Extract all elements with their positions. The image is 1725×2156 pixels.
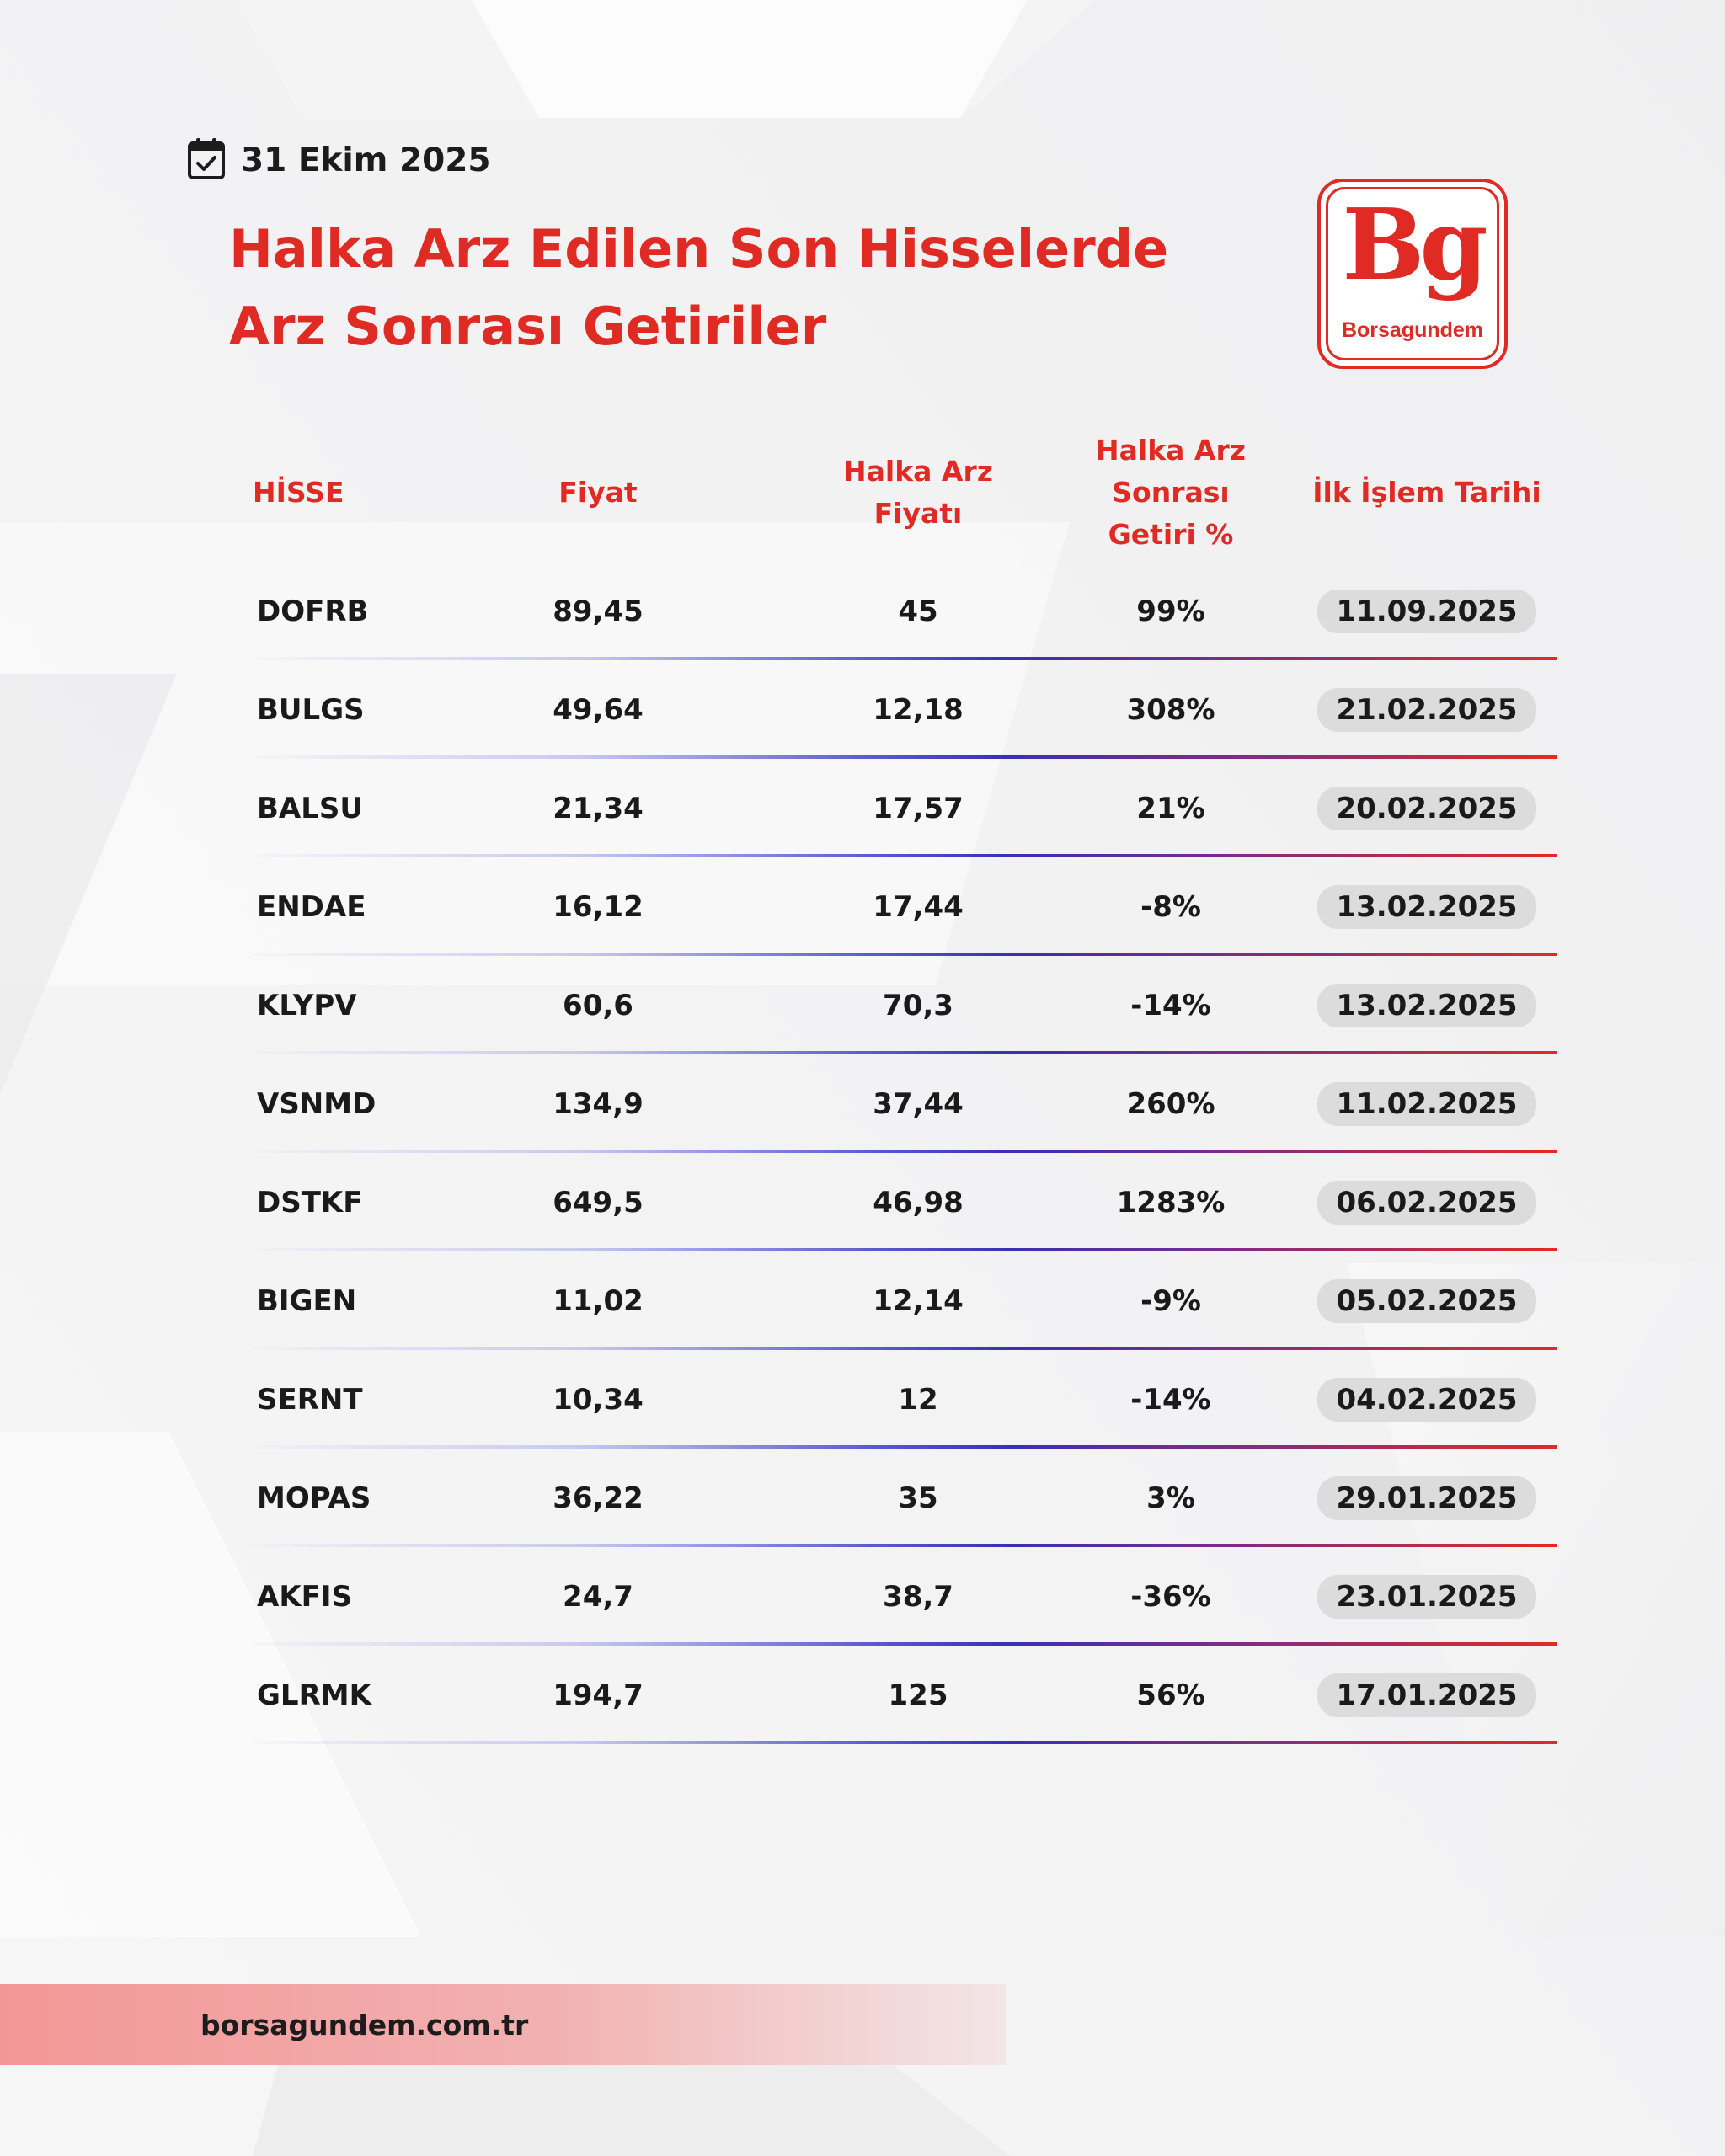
row-divider	[253, 1642, 1557, 1646]
cell-ilk-islem-tarihi	[1297, 564, 1557, 659]
table-row	[253, 1451, 1557, 1550]
row-divider	[253, 1544, 1557, 1547]
cell-getiri: -8%	[1140, 890, 1201, 924]
date-pill: 13.02.2025	[1317, 885, 1535, 929]
cell-fiyat: 11,02	[553, 1284, 644, 1318]
row-divider	[253, 1445, 1557, 1449]
borsagundem-logo	[1317, 179, 1508, 369]
table-header	[253, 421, 1557, 564]
table-row	[253, 663, 1557, 761]
date-pill: 20.02.2025	[1317, 787, 1535, 830]
header-hisse: HİSSE	[253, 476, 344, 509]
date-pill: 23.01.2025	[1317, 1575, 1535, 1619]
cell-ilk-islem-tarihi	[1297, 1155, 1557, 1250]
cell-hisse: VSNMD	[257, 1087, 377, 1121]
date-pill: 21.02.2025	[1317, 688, 1535, 732]
cell-hisse: KLYPV	[257, 989, 357, 1022]
date-pill: 11.09.2025	[1317, 590, 1535, 633]
cell-hisse: DOFRB	[257, 595, 369, 628]
cell-hisse: DSTKF	[257, 1186, 363, 1219]
cell-halka-arz-fiyati: 35	[898, 1481, 938, 1515]
row-divider	[253, 953, 1557, 956]
cell-ilk-islem-tarihi	[1297, 1451, 1557, 1545]
cell-ilk-islem-tarihi	[1297, 1550, 1557, 1644]
date-row	[187, 136, 491, 184]
page-title	[229, 211, 1240, 366]
title-line-1: Halka Arz Edilen Son Hisselerde	[229, 218, 1169, 280]
ipo-returns-table	[253, 421, 1557, 1747]
cell-hisse: GLRMK	[257, 1678, 371, 1712]
cell-ilk-islem-tarihi	[1297, 1254, 1557, 1348]
cell-halka-arz-fiyati: 17,44	[873, 890, 964, 924]
header-halka-arz-fiyati: Halka Arz Fiyatı	[843, 455, 993, 530]
cell-hisse: BULGS	[257, 693, 365, 727]
cell-fiyat: 24,7	[563, 1580, 633, 1614]
table-row	[253, 1155, 1557, 1254]
cell-fiyat: 16,12	[553, 890, 644, 924]
cell-fiyat: 36,22	[553, 1481, 644, 1515]
cell-getiri: 1283%	[1116, 1186, 1226, 1219]
cell-getiri: 260%	[1126, 1087, 1215, 1121]
cell-fiyat: 134,9	[553, 1087, 644, 1121]
cell-fiyat: 21,34	[553, 792, 644, 825]
cell-hisse: BALSU	[257, 792, 363, 825]
table-row	[253, 1648, 1557, 1747]
cell-getiri: -9%	[1140, 1284, 1201, 1318]
table-row	[253, 958, 1557, 1057]
cell-getiri: -36%	[1130, 1580, 1211, 1614]
cell-hisse: SERNT	[257, 1383, 363, 1417]
report-date: 31 Ekim 2025	[241, 141, 491, 179]
cell-ilk-islem-tarihi	[1297, 1648, 1557, 1742]
row-divider	[253, 854, 1557, 857]
row-divider	[253, 1347, 1557, 1350]
cell-halka-arz-fiyati: 46,98	[873, 1186, 964, 1219]
cell-hisse: AKFIS	[257, 1580, 353, 1614]
table-body	[253, 564, 1557, 1747]
cell-getiri: -14%	[1130, 1383, 1211, 1417]
date-pill: 17.01.2025	[1317, 1673, 1535, 1717]
date-pill: 13.02.2025	[1317, 984, 1535, 1027]
table-row	[253, 564, 1557, 663]
date-pill: 06.02.2025	[1317, 1181, 1535, 1225]
cell-halka-arz-fiyati: 12,14	[873, 1284, 964, 1318]
cell-ilk-islem-tarihi	[1297, 1057, 1557, 1151]
cell-hisse: ENDAE	[257, 890, 366, 924]
cell-fiyat: 10,34	[553, 1383, 644, 1417]
cell-fiyat: 89,45	[553, 595, 644, 628]
cell-halka-arz-fiyati: 70,3	[883, 989, 953, 1022]
cell-halka-arz-fiyati: 17,57	[873, 792, 964, 825]
logo-mark: Bg	[1342, 188, 1483, 302]
header-fiyat: Fiyat	[558, 476, 638, 509]
cell-hisse: MOPAS	[257, 1481, 371, 1515]
cell-ilk-islem-tarihi	[1297, 958, 1557, 1053]
date-pill: 05.02.2025	[1317, 1279, 1535, 1323]
cell-ilk-islem-tarihi	[1297, 663, 1557, 757]
table-row	[253, 860, 1557, 958]
cell-fiyat: 60,6	[563, 989, 633, 1022]
cell-halka-arz-fiyati: 12,18	[873, 693, 964, 727]
cell-hisse: BIGEN	[257, 1284, 357, 1318]
cell-fiyat: 649,5	[553, 1186, 644, 1219]
row-divider	[253, 1150, 1557, 1153]
cell-ilk-islem-tarihi	[1297, 1353, 1557, 1447]
cell-getiri: 3%	[1146, 1481, 1195, 1515]
date-pill: 04.02.2025	[1317, 1378, 1535, 1422]
row-divider	[253, 657, 1557, 660]
row-divider	[253, 1051, 1557, 1054]
cell-halka-arz-fiyati: 12	[898, 1383, 938, 1417]
date-pill: 29.01.2025	[1317, 1476, 1535, 1520]
cell-fiyat: 194,7	[553, 1678, 644, 1712]
cell-ilk-islem-tarihi	[1297, 860, 1557, 954]
cell-halka-arz-fiyati: 45	[898, 595, 938, 628]
cell-getiri: 56%	[1136, 1678, 1205, 1712]
logo-name: Borsagundem	[1341, 318, 1484, 342]
table-row	[253, 761, 1557, 860]
title-line-2: Arz Sonrası Getiriler	[229, 296, 827, 357]
row-divider	[253, 755, 1557, 759]
logo-frame	[1326, 187, 1499, 360]
cell-getiri: 21%	[1136, 792, 1205, 825]
table-row	[253, 1353, 1557, 1451]
cell-halka-arz-fiyati: 37,44	[873, 1087, 964, 1121]
cell-getiri: 99%	[1136, 595, 1205, 628]
row-divider	[253, 1741, 1557, 1744]
cell-halka-arz-fiyati: 125	[888, 1678, 948, 1712]
table-row	[253, 1550, 1557, 1648]
cell-ilk-islem-tarihi	[1297, 761, 1557, 856]
cell-getiri: 308%	[1126, 693, 1215, 727]
header-ilk-islem-tarihi: İlk İşlem Tarihi	[1312, 476, 1541, 509]
row-divider	[253, 1248, 1557, 1251]
header-getiri: Halka Arz Sonrası Getiri %	[1096, 434, 1246, 551]
table-row	[253, 1254, 1557, 1353]
table-row	[253, 1057, 1557, 1155]
calendar-check-icon	[187, 136, 226, 184]
footer-url[interactable]: borsagundem.com.tr	[200, 2008, 529, 2041]
cell-fiyat: 49,64	[553, 693, 644, 727]
cell-getiri: -14%	[1130, 989, 1211, 1022]
cell-halka-arz-fiyati: 38,7	[883, 1580, 953, 1614]
date-pill: 11.02.2025	[1317, 1082, 1535, 1126]
